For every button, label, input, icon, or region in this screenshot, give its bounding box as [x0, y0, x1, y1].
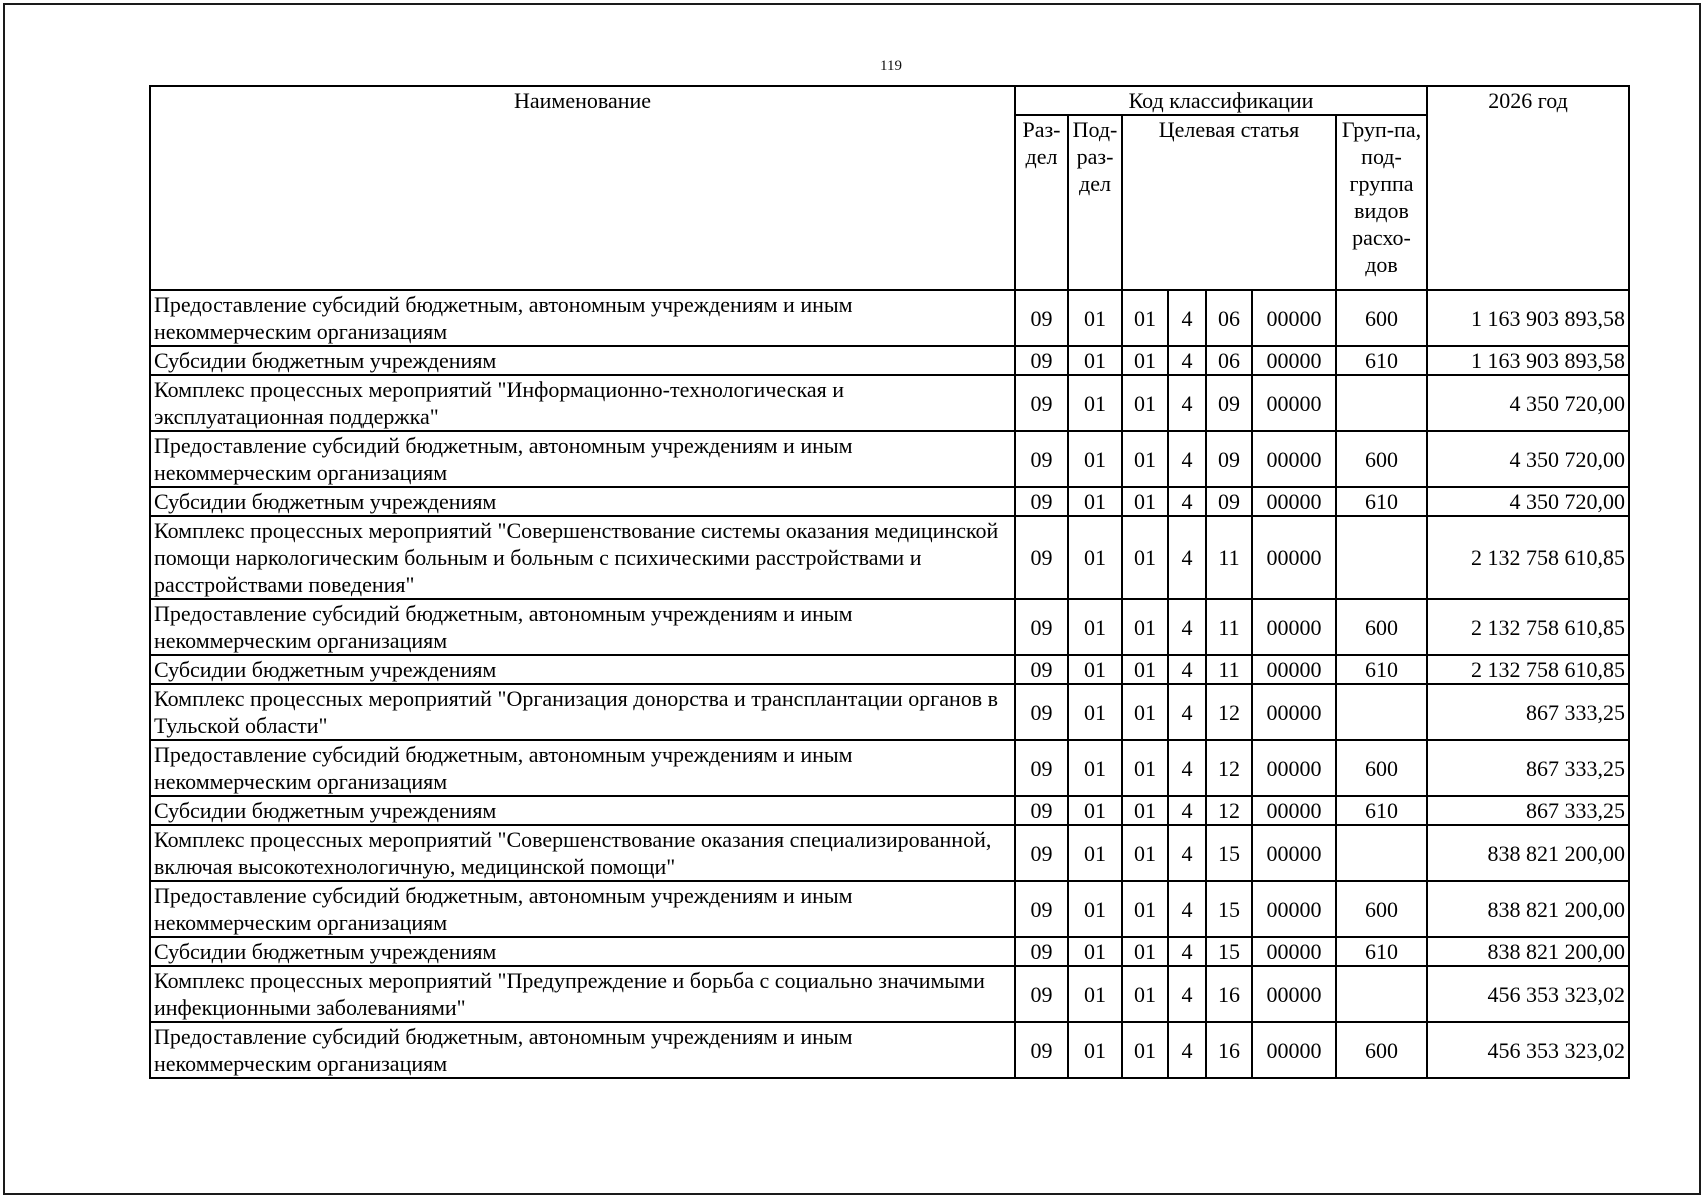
expense-group-cell: 610 [1336, 796, 1427, 825]
target-part-1-cell: 01 [1122, 290, 1168, 346]
table-body [150, 290, 1629, 1078]
target-part-4-cell: 00000 [1252, 966, 1336, 1022]
target-part-4-cell: 00000 [1252, 516, 1336, 599]
row-name-cell: Субсидии бюджетным учреждениям [150, 655, 1015, 684]
table-row [150, 431, 1629, 487]
row-name-cell: Субсидии бюджетным учреждениям [150, 346, 1015, 375]
row-amount-cell: 4 350 720,00 [1427, 375, 1629, 431]
table-row [150, 375, 1629, 431]
target-part-4-cell: 00000 [1252, 881, 1336, 937]
target-part-3-cell: 12 [1206, 684, 1252, 740]
target-part-4-cell: 00000 [1252, 655, 1336, 684]
target-part-1-cell: 01 [1122, 937, 1168, 966]
row-name-cell: Субсидии бюджетным учреждениям [150, 487, 1015, 516]
header-code: Код классификации [1015, 86, 1427, 115]
podrazdel-cell: 01 [1068, 825, 1122, 881]
expense-group-cell [1336, 375, 1427, 431]
row-name-cell: Предоставление субсидий бюджетным, автономным учреждениям и иным некоммерческим организациям [150, 290, 1015, 346]
row-amount-cell: 456 353 323,02 [1427, 1022, 1629, 1078]
row-amount-cell: 2 132 758 610,85 [1427, 599, 1629, 655]
target-part-3-cell: 15 [1206, 825, 1252, 881]
razdel-cell: 09 [1015, 290, 1068, 346]
target-part-4-cell: 00000 [1252, 431, 1336, 487]
target-part-4-cell: 00000 [1252, 599, 1336, 655]
row-name-cell: Субсидии бюджетным учреждениям [150, 937, 1015, 966]
target-part-4-cell: 00000 [1252, 825, 1336, 881]
razdel-cell: 09 [1015, 881, 1068, 937]
expense-group-cell: 600 [1336, 881, 1427, 937]
target-part-1-cell: 01 [1122, 684, 1168, 740]
target-part-2-cell: 4 [1168, 431, 1206, 487]
row-amount-cell: 4 350 720,00 [1427, 487, 1629, 516]
target-part-1-cell: 01 [1122, 599, 1168, 655]
podrazdel-cell: 01 [1068, 431, 1122, 487]
row-name-cell: Комплекс процессных мероприятий "Совершенствование системы оказания медицинской помощи наркологическим больным и больным с психическими расстройствами и расстройствами поведения" [150, 516, 1015, 599]
header-subsection: Под-раз-дел [1068, 115, 1122, 290]
target-part-2-cell: 4 [1168, 375, 1206, 431]
target-part-4-cell: 00000 [1252, 346, 1336, 375]
razdel-cell: 09 [1015, 1022, 1068, 1078]
row-amount-cell: 4 350 720,00 [1427, 431, 1629, 487]
row-amount-cell: 867 333,25 [1427, 796, 1629, 825]
expense-group-cell: 600 [1336, 599, 1427, 655]
target-part-4-cell: 00000 [1252, 937, 1336, 966]
target-part-2-cell: 4 [1168, 599, 1206, 655]
budget-table [149, 85, 1630, 1079]
table-row [150, 937, 1629, 966]
target-part-2-cell: 4 [1168, 740, 1206, 796]
table-row [150, 1022, 1629, 1078]
table-row [150, 290, 1629, 346]
target-part-2-cell: 4 [1168, 655, 1206, 684]
row-amount-cell: 838 821 200,00 [1427, 881, 1629, 937]
razdel-cell: 09 [1015, 431, 1068, 487]
row-name-cell: Предоставление субсидий бюджетным, автономным учреждениям и иным некоммерческим организациям [150, 1022, 1015, 1078]
target-part-3-cell: 16 [1206, 966, 1252, 1022]
razdel-cell: 09 [1015, 937, 1068, 966]
header-group: Груп-па, под-группа видов расхо-дов [1336, 115, 1427, 290]
target-part-1-cell: 01 [1122, 740, 1168, 796]
table-row [150, 966, 1629, 1022]
row-name-cell: Комплекс процессных мероприятий "Организация донорства и трансплантации органов в Тульской области" [150, 684, 1015, 740]
podrazdel-cell: 01 [1068, 966, 1122, 1022]
target-part-4-cell: 00000 [1252, 290, 1336, 346]
row-amount-cell: 838 821 200,00 [1427, 825, 1629, 881]
podrazdel-cell: 01 [1068, 655, 1122, 684]
razdel-cell: 09 [1015, 684, 1068, 740]
target-part-3-cell: 06 [1206, 290, 1252, 346]
razdel-cell: 09 [1015, 516, 1068, 599]
header-section: Раз-дел [1015, 115, 1068, 290]
header-year: 2026 год [1427, 86, 1629, 290]
target-part-4-cell: 00000 [1252, 375, 1336, 431]
target-part-2-cell: 4 [1168, 346, 1206, 375]
podrazdel-cell: 01 [1068, 346, 1122, 375]
target-part-1-cell: 01 [1122, 375, 1168, 431]
target-part-1-cell: 01 [1122, 881, 1168, 937]
header-name: Наименование [150, 86, 1015, 290]
target-part-2-cell: 4 [1168, 1022, 1206, 1078]
podrazdel-cell: 01 [1068, 881, 1122, 937]
podrazdel-cell: 01 [1068, 375, 1122, 431]
expense-group-cell: 610 [1336, 346, 1427, 375]
header-row-1 [150, 86, 1629, 115]
razdel-cell: 09 [1015, 599, 1068, 655]
row-name-cell: Предоставление субсидий бюджетным, автономным учреждениям и иным некоммерческим организациям [150, 740, 1015, 796]
podrazdel-cell: 01 [1068, 937, 1122, 966]
target-part-2-cell: 4 [1168, 825, 1206, 881]
podrazdel-cell: 01 [1068, 684, 1122, 740]
razdel-cell: 09 [1015, 796, 1068, 825]
expense-group-cell: 600 [1336, 431, 1427, 487]
target-part-3-cell: 09 [1206, 487, 1252, 516]
row-amount-cell: 2 132 758 610,85 [1427, 516, 1629, 599]
target-part-1-cell: 01 [1122, 966, 1168, 1022]
target-part-3-cell: 09 [1206, 375, 1252, 431]
podrazdel-cell: 01 [1068, 516, 1122, 599]
podrazdel-cell: 01 [1068, 599, 1122, 655]
row-amount-cell: 2 132 758 610,85 [1427, 655, 1629, 684]
podrazdel-cell: 01 [1068, 290, 1122, 346]
podrazdel-cell: 01 [1068, 487, 1122, 516]
target-part-3-cell: 12 [1206, 796, 1252, 825]
target-part-3-cell: 16 [1206, 1022, 1252, 1078]
target-part-2-cell: 4 [1168, 881, 1206, 937]
row-name-cell: Предоставление субсидий бюджетным, автономным учреждениям и иным некоммерческим организациям [150, 431, 1015, 487]
target-part-1-cell: 01 [1122, 796, 1168, 825]
target-part-1-cell: 01 [1122, 825, 1168, 881]
expense-group-cell: 600 [1336, 290, 1427, 346]
target-part-3-cell: 12 [1206, 740, 1252, 796]
target-part-2-cell: 4 [1168, 684, 1206, 740]
row-name-cell: Предоставление субсидий бюджетным, автономным учреждениям и иным некоммерческим организациям [150, 881, 1015, 937]
target-part-1-cell: 01 [1122, 346, 1168, 375]
target-part-1-cell: 01 [1122, 655, 1168, 684]
target-part-3-cell: 11 [1206, 655, 1252, 684]
target-part-3-cell: 11 [1206, 516, 1252, 599]
table-row [150, 655, 1629, 684]
row-amount-cell: 867 333,25 [1427, 740, 1629, 796]
expense-group-cell: 610 [1336, 655, 1427, 684]
razdel-cell: 09 [1015, 655, 1068, 684]
row-name-cell: Субсидии бюджетным учреждениям [150, 796, 1015, 825]
target-part-2-cell: 4 [1168, 487, 1206, 516]
expense-group-cell: 610 [1336, 487, 1427, 516]
row-amount-cell: 867 333,25 [1427, 684, 1629, 740]
target-part-4-cell: 00000 [1252, 740, 1336, 796]
podrazdel-cell: 01 [1068, 1022, 1122, 1078]
row-name-cell: Предоставление субсидий бюджетным, автономным учреждениям и иным некоммерческим организациям [150, 599, 1015, 655]
target-part-3-cell: 15 [1206, 881, 1252, 937]
razdel-cell: 09 [1015, 740, 1068, 796]
target-part-1-cell: 01 [1122, 487, 1168, 516]
table-row [150, 684, 1629, 740]
expense-group-cell: 610 [1336, 937, 1427, 966]
table-row [150, 881, 1629, 937]
row-amount-cell: 838 821 200,00 [1427, 937, 1629, 966]
razdel-cell: 09 [1015, 487, 1068, 516]
target-part-1-cell: 01 [1122, 431, 1168, 487]
row-name-cell: Комплекс процессных мероприятий "Совершенствование оказания специализированной, включая высокотехнологичную, медицинской помощи" [150, 825, 1015, 881]
podrazdel-cell: 01 [1068, 796, 1122, 825]
target-part-3-cell: 09 [1206, 431, 1252, 487]
target-part-4-cell: 00000 [1252, 487, 1336, 516]
table-row [150, 796, 1629, 825]
target-part-4-cell: 00000 [1252, 1022, 1336, 1078]
expense-group-cell [1336, 825, 1427, 881]
target-part-4-cell: 00000 [1252, 684, 1336, 740]
target-part-2-cell: 4 [1168, 966, 1206, 1022]
razdel-cell: 09 [1015, 346, 1068, 375]
table-row [150, 740, 1629, 796]
target-part-2-cell: 4 [1168, 290, 1206, 346]
razdel-cell: 09 [1015, 375, 1068, 431]
razdel-cell: 09 [1015, 825, 1068, 881]
table-row [150, 487, 1629, 516]
header-target-item: Целевая статья [1122, 115, 1336, 290]
expense-group-cell [1336, 684, 1427, 740]
target-part-3-cell: 15 [1206, 937, 1252, 966]
target-part-2-cell: 4 [1168, 796, 1206, 825]
expense-group-cell: 600 [1336, 1022, 1427, 1078]
target-part-1-cell: 01 [1122, 1022, 1168, 1078]
target-part-3-cell: 11 [1206, 599, 1252, 655]
table-row [150, 825, 1629, 881]
target-part-1-cell: 01 [1122, 516, 1168, 599]
target-part-2-cell: 4 [1168, 937, 1206, 966]
podrazdel-cell: 01 [1068, 740, 1122, 796]
target-part-2-cell: 4 [1168, 516, 1206, 599]
table-row [150, 599, 1629, 655]
table-row [150, 516, 1629, 599]
expense-group-cell [1336, 516, 1427, 599]
row-name-cell: Комплекс процессных мероприятий "Информационно-технологическая и эксплуатационная поддержка" [150, 375, 1015, 431]
expense-group-cell [1336, 966, 1427, 1022]
target-part-3-cell: 06 [1206, 346, 1252, 375]
table-row [150, 346, 1629, 375]
row-amount-cell: 456 353 323,02 [1427, 966, 1629, 1022]
razdel-cell: 09 [1015, 966, 1068, 1022]
row-name-cell: Комплекс процессных мероприятий "Предупреждение и борьба с социально значимыми инфекционными заболеваниями" [150, 966, 1015, 1022]
row-amount-cell: 1 163 903 893,58 [1427, 346, 1629, 375]
page-number: 119 [880, 58, 902, 74]
expense-group-cell: 600 [1336, 740, 1427, 796]
row-amount-cell: 1 163 903 893,58 [1427, 290, 1629, 346]
target-part-4-cell: 00000 [1252, 796, 1336, 825]
